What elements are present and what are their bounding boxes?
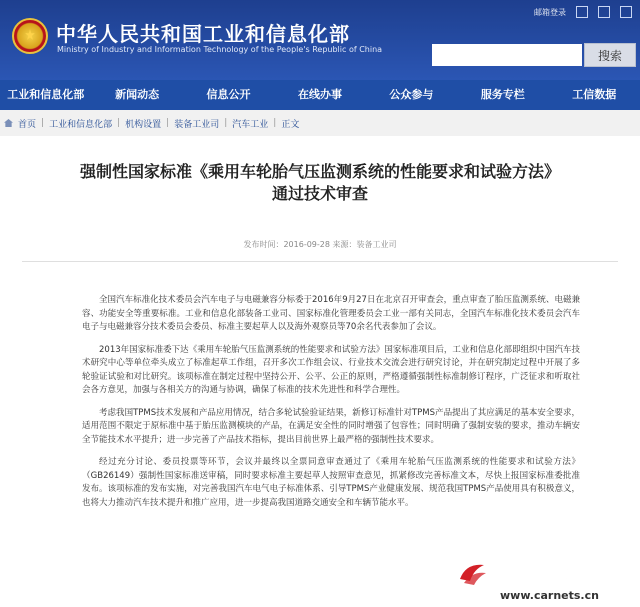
nav-item-public[interactable]: 公众参与: [389, 88, 434, 101]
home-icon: [4, 119, 13, 127]
nav-item-services[interactable]: 在线办事: [297, 88, 342, 101]
watermark-name: 车网中国: [490, 561, 599, 591]
breadcrumb-home[interactable]: 首页: [18, 119, 37, 130]
nav-item-data[interactable]: 工信数据: [572, 88, 617, 101]
article-title-line1: 强制性国家标准《乘用车轮胎气压监测系统的性能要求和试验方法》: [79, 162, 560, 181]
article-paragraph: 考虑我国TPMS技术发展和产品应用情况，结合多轮试验验证结果，新修订标准针对TPMS产品提出了其应满足的基本安全要求，适用范围不限定于原标准中基于胎压监测模块的产品，在满足安全性的同时增强了包容性；同时明确了强制安装的要求，推动车辆安全节能技术水平提升；进一步完善了产品技术指标，提出目前世界上最严格的强制性技术要求。: [82, 407, 580, 445]
watermark: [456, 555, 628, 603]
nav-item-columns[interactable]: 服务专栏: [480, 88, 525, 101]
divider: [22, 261, 618, 262]
breadcrumb-dept[interactable]: 装备工业司: [174, 119, 220, 130]
weibo-icon[interactable]: [598, 6, 610, 18]
carnets-logo-icon: [456, 559, 490, 589]
breadcrumb-ministry[interactable]: 工业和信息化部: [49, 119, 113, 130]
article-paragraph: 2013年国家标准委下达《乘用车轮胎气压监测系统的性能要求和试验方法》国家标准项目后，工业和信息化部即组织中国汽车技术研究中心等单位牵头成立了标准起草工作组，召开多次工作组会议、行业技术交流会进行研究讨论，并在研究制定过程中开展了多轮验证试验和对比研究。该项标准在制定过程中坚持公开、公平、公正的原则，严格遵循强制性标准制修订程序，广泛征求和听取社会各方意见，加强与各相关方的沟通与协调，确保了标准的技术先进性和科学合理性。: [82, 344, 580, 395]
article-meta: 发布时间：2016-09-28 来源：装备工业司: [243, 240, 397, 249]
article-panel: [0, 136, 640, 607]
breadcrumb-separator: |: [273, 118, 277, 128]
breadcrumb-org[interactable]: 机构设置: [125, 119, 162, 130]
main-nav: [0, 80, 640, 110]
article-paragraph: 全国汽车标准化技术委员会汽车电子与电磁兼容分标委于2016年9月27日在北京召开审查会，重点审查了胎压监测系统、电磁兼容、功能安全等重要标准。工业和信息化部装备工业司、国家标准化管理委员会工业一部有关同志，全国汽车标准化技术委员会汽车电子与电磁兼容分技术委员会委员、标准主要起草人以及海外观察员等70余名代表参加了会议。: [82, 295, 580, 332]
article-title: [0, 161, 640, 205]
breadcrumb-separator: |: [166, 118, 170, 128]
site-header: [0, 0, 640, 80]
nav-item-home[interactable]: 工业和信息化部: [7, 88, 85, 101]
mobile-icon[interactable]: [576, 6, 588, 18]
national-emblem-icon: [12, 18, 48, 54]
article-title-line2: 通过技术审查: [271, 184, 368, 203]
site-subtitle: Ministry of Industry and Information Technology of the People's Republic of China: [57, 45, 383, 54]
wechat-icon[interactable]: [620, 6, 632, 18]
search-button[interactable]: 搜索: [584, 43, 636, 67]
article-body: [82, 294, 580, 519]
top-links: [534, 6, 632, 18]
nav-item-news[interactable]: 新闻动态: [115, 88, 160, 101]
breadcrumb: [0, 116, 640, 130]
breadcrumb-current: 正文: [281, 119, 300, 130]
mail-login-link[interactable]: 邮箱登录: [534, 7, 566, 17]
breadcrumb-separator: |: [117, 118, 121, 128]
site-title[interactable]: 中华人民共和国工业和信息化部: [56, 22, 350, 46]
breadcrumb-auto[interactable]: 汽车工业: [232, 119, 269, 130]
breadcrumb-separator: |: [224, 118, 228, 128]
article-paragraph: 经过充分讨论、委员投票等环节，会议并最终以全票同意审查通过了《乘用车轮胎气压监测系统的性能要求和试验方法》（GB26149）强制性国家标准送审稿，同时要求标准主要起草人按照审查意见，抓紧修改完善标准文本，尽快上报国家标准委批准发布。该项标准的发布实施，对完善我国汽车电气电子标准体系、引导TPMS产业健康发展、规范我国TPMS产品使用具有积极意义，也将大力推动汽车技术提升和推广应用，进一步提高我国道路交通安全和车辆节能水平。: [82, 457, 580, 508]
watermark-url: www.carnets.cn: [500, 589, 599, 602]
nav-item-info[interactable]: 信息公开: [206, 88, 251, 101]
breadcrumb-separator: |: [41, 118, 45, 128]
search-input[interactable]: [432, 44, 582, 66]
